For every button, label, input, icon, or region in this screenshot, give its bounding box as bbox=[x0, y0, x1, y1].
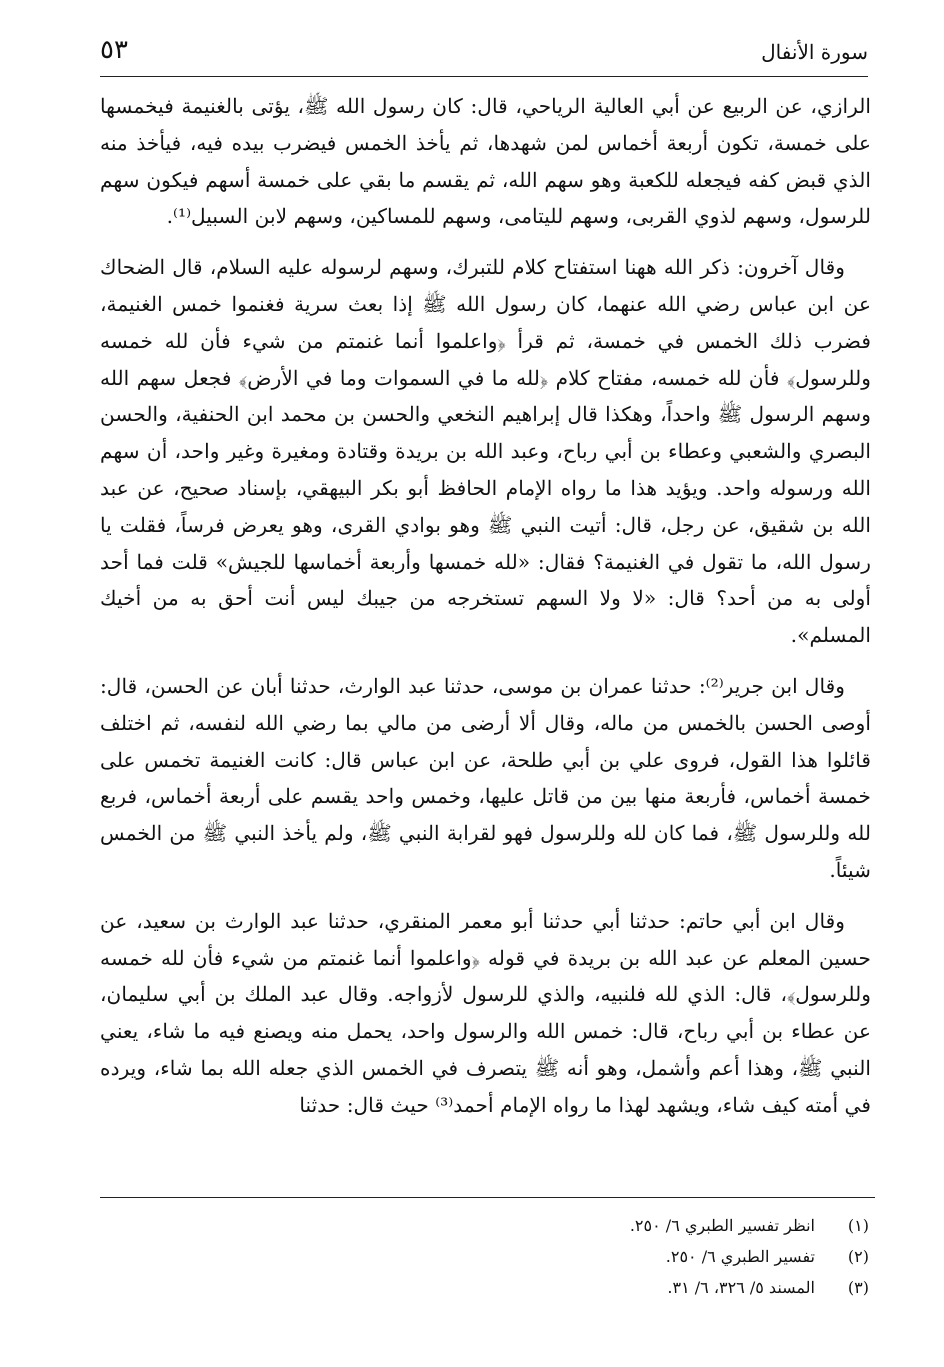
paragraph: وقال ابن جرير⁽²⁾: حدثنا عمران بن موسى، حدثنا عبد الوارث، حدثنا أبان عن الحسن، قال: أوصى الحسن بالخمس من ماله، وقال ألا أرضى من مالي بما رضي الله لنفسه، ثم اختلف قائلوا هذا القول، فروى علي بن أبي طلحة، عن ابن عباس قال: كانت الغنيمة تخمس على خمسة أخماس، فأربعة منها بين من قاتل عليها، وخمس واحد يقسم على أربعة أخماس، فربع لله وللرسول ﷺ، فما كان لله وللرسول فهو لقرابة النبي ﷺ، ولم يأخذ النبي ﷺ من الخمس شيئاً. bbox=[100, 673, 871, 882]
page-number: ٥٣ bbox=[100, 35, 128, 65]
body-text bbox=[100, 88, 871, 1138]
footnote bbox=[100, 1272, 871, 1303]
footnotes bbox=[100, 1210, 871, 1303]
footnote-number: (١) bbox=[847, 1216, 869, 1235]
footnote bbox=[100, 1241, 871, 1272]
footnote-number: (٣) bbox=[847, 1278, 869, 1297]
paragraph: الرازي، عن الربيع عن أبي العالية الرياحي، قال: كان رسول الله ﷺ، يؤتى بالغنيمة فيخمسها على خمسة، تكون أربعة أخماس لمن شهدها، ثم يأخذ الخمس فيضرب بيده فيه، فيأخذ منه الذي قبض كفه فيجعله للكعبة وهو سهم الله، ثم يقسم ما بقي على خمسة أسهم فيكون سهم للرسول، وسهم لذوي القربى، وسهم لليتامى، وسهم للمساكين، وسهم لابن السبيل⁽¹⁾. bbox=[100, 94, 871, 229]
footnote-text: المسند ٥/ ٣٢٦، ٦/ ٣١. bbox=[667, 1278, 815, 1297]
footnote-separator bbox=[100, 1197, 875, 1198]
footnote-text: انظر تفسير الطبري ٦/ ٢٥٠. bbox=[629, 1216, 815, 1235]
footnote bbox=[100, 1210, 871, 1241]
surah-title: سورة الأنفال bbox=[761, 40, 868, 64]
paragraph: وقال آخرون: ذكر الله ههنا استفتاح كلام للتبرك، وسهم لرسوله عليه السلام، قال الضحاك عن ابن عباس رضي الله عنهما، كان رسول الله ﷺ إذا بعث سرية فغنموا خمس الغنيمة، فضرب ذلك الخمس في خمسة، ثم قرأ ﴿واعلموا أنما غنمتم من شيء فأن لله خمسه وللرسول﴾ فأن لله خمسه، مفتاح كلام ﴿لله ما في السموات وما في الأرض﴾ فجعل سهم الله وسهم الرسول ﷺ واحداً، وهكذا قال إبراهيم النخعي والحسن بن محمد ابن الحنفية، والحسن البصري والشعبي وعطاء بن أبي رباح، وعبد الله بن بريدة وقتادة ومغيرة وغير واحد، أن سهم الله ورسوله واحد. ويؤيد هذا ما رواه الإمام الحافظ أبو بكر البيهقي، بإسناد صحيح، عن عبد الله بن شقيق، عن رجل، قال: أتيت النبي ﷺ وهو بوادي القرى، وهو يعرض فرساً، فقلت يا رسول الله، ما تقول في الغنيمة؟ فقال: «لله خمسها وأربعة أخماسها للجيش» قلت فما أحد أولى به من أحد؟ قال: «لا ولا السهم تستخرجه من جيبك ليس أنت أحق به من أخيك المسلم». bbox=[100, 255, 871, 648]
footnote-number: (٢) bbox=[847, 1247, 869, 1266]
footnote-text: تفسير الطبري ٦/ ٢٥٠. bbox=[665, 1247, 815, 1266]
page-header bbox=[100, 32, 868, 77]
paragraph: وقال ابن أبي حاتم: حدثنا أبي حدثنا أبو معمر المنقري، حدثنا عبد الوارث بن سعيد، عن حسين المعلم عن عبد الله بن بريدة في قوله ﴿واعلموا أنما غنمتم من شيء فأن لله خمسه وللرسول﴾، قال: الذي لله فلنبيه، والذي للرسول لأزواجه. وقال عبد الملك بن أبي سليمان، عن عطاء بن أبي رباح، قال: خمس الله والرسول واحد، يحمل منه ويصنع فيه ما شاء، يعني النبي ﷺ، وهذا أعم وأشمل، وهو أنه ﷺ يتصرف في الخمس الذي جعله الله بما شاء، ويرده في أمته كيف شاء، ويشهد لهذا ما رواه الإمام أحمد⁽³⁾ حيث قال: حدثنا bbox=[100, 908, 871, 1117]
